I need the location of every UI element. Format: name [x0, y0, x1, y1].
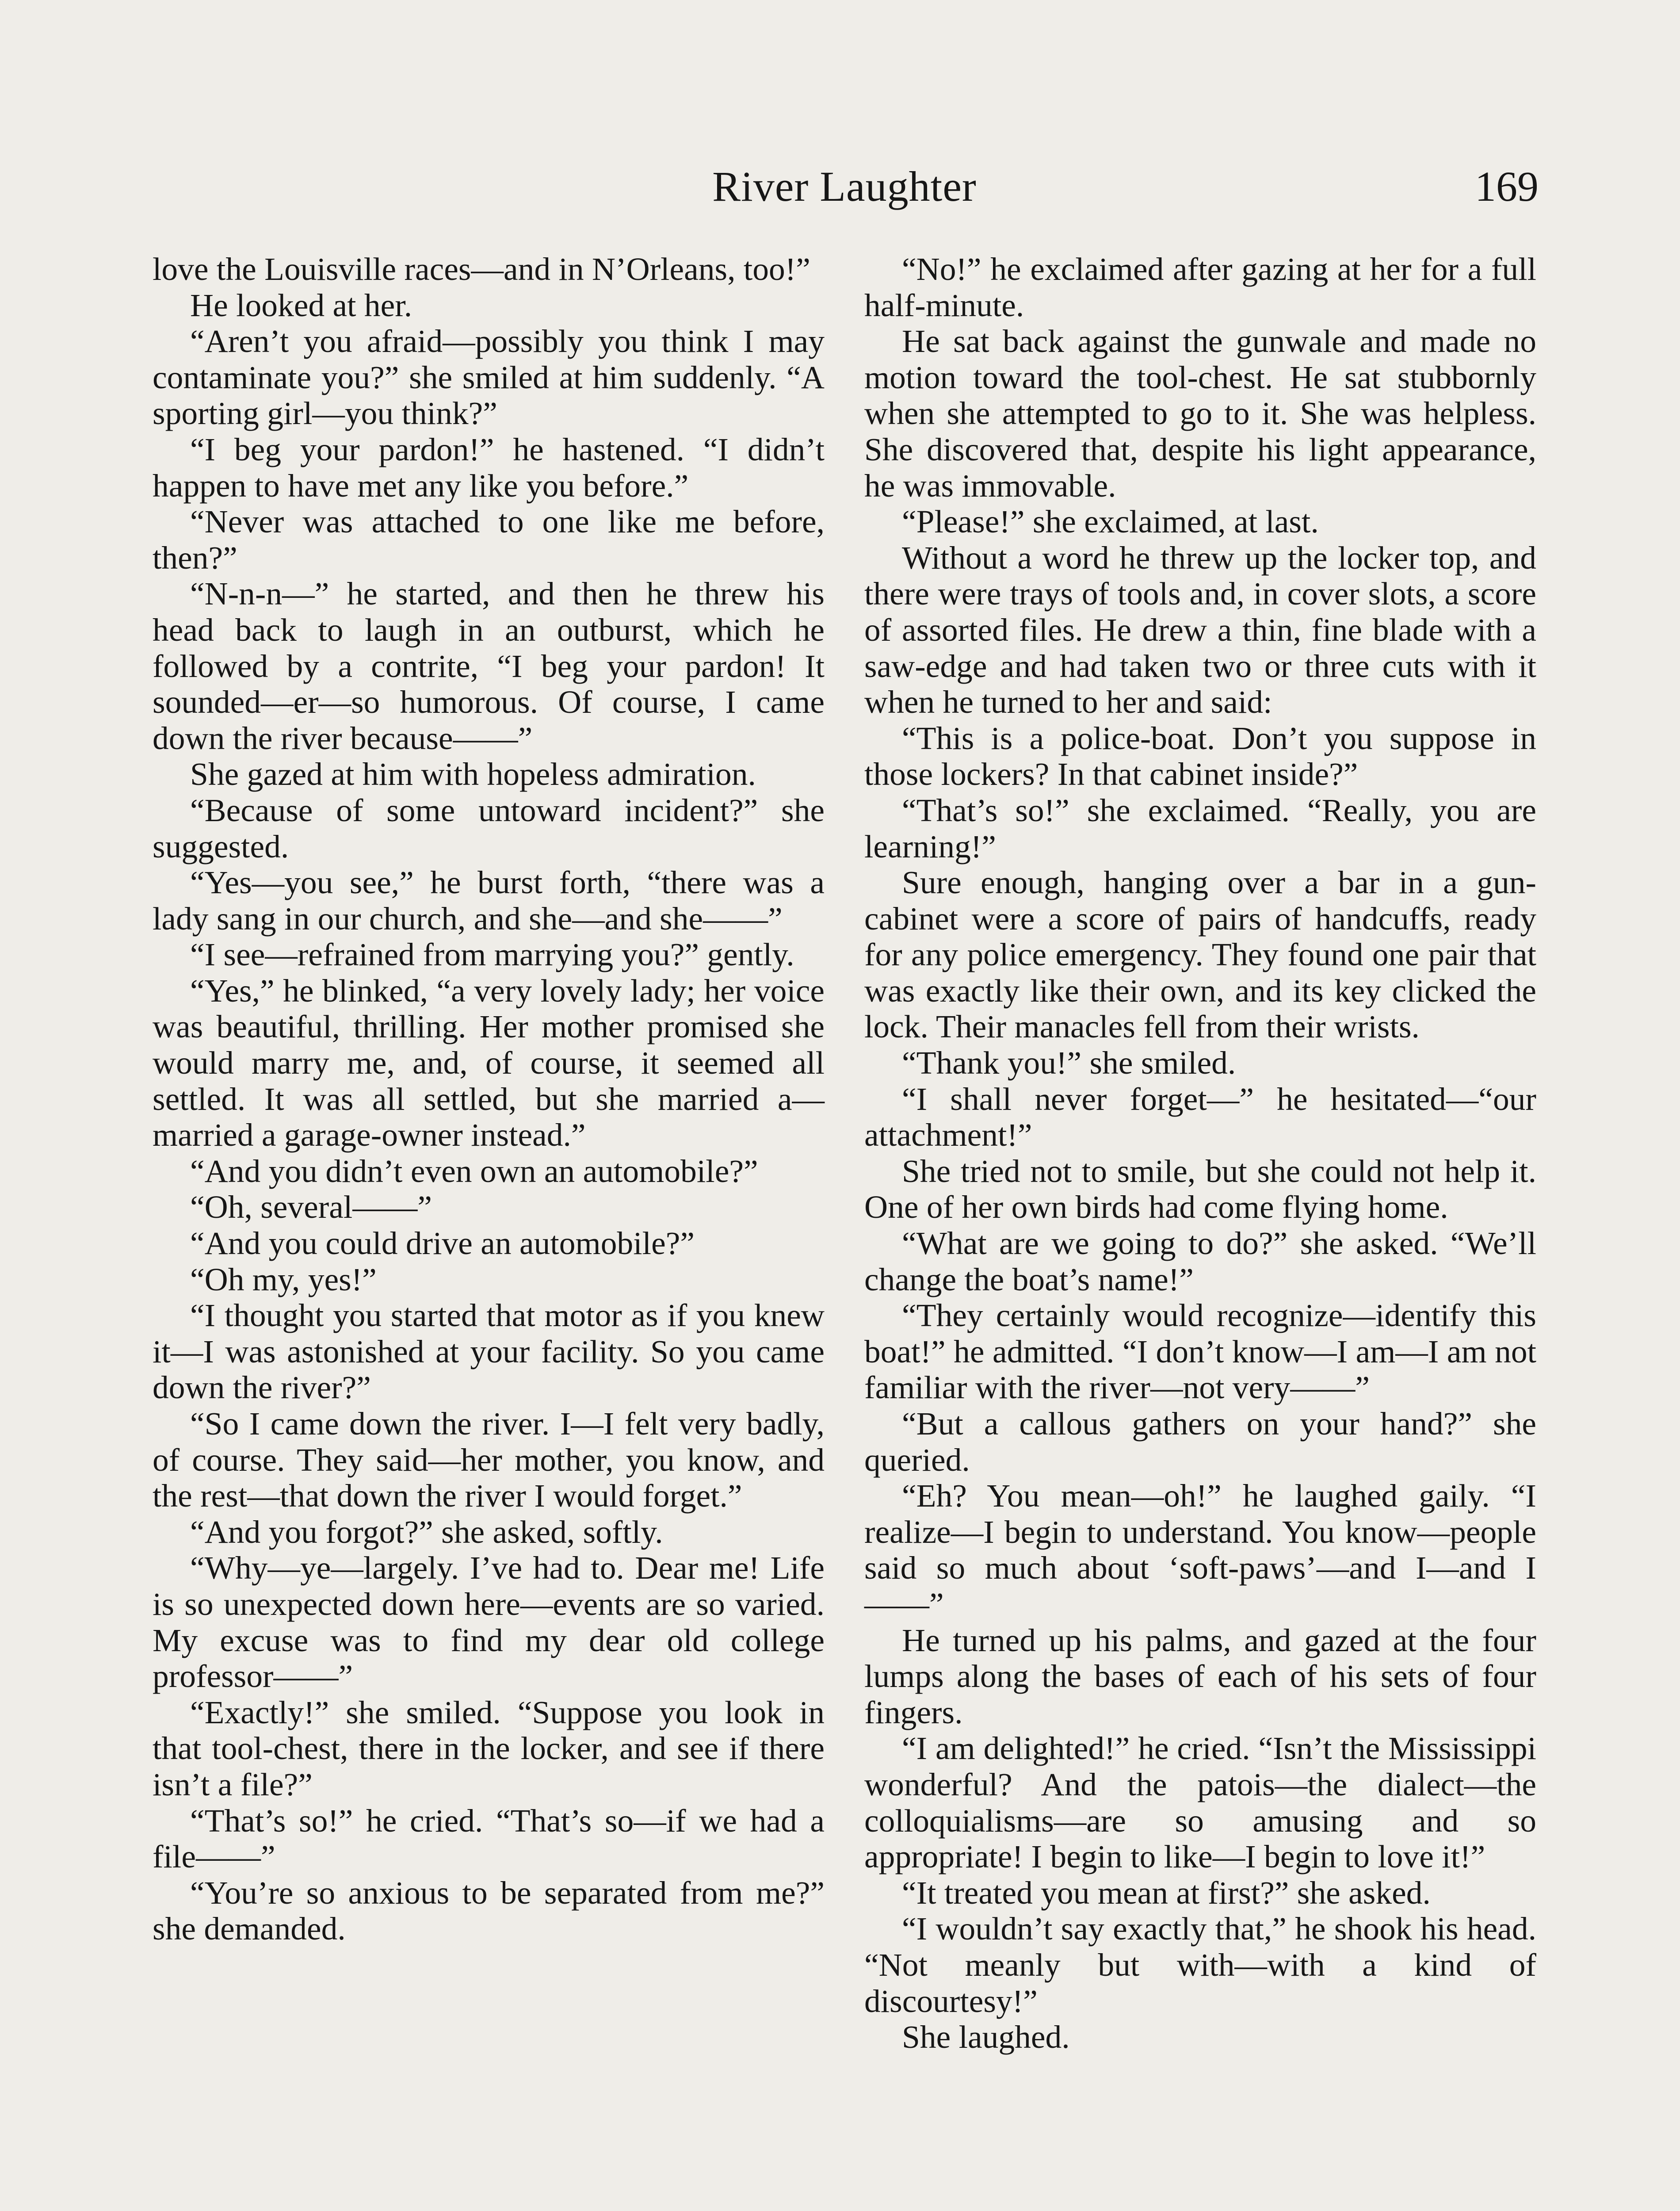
- paragraph: “I shall never forget—” he hesitated—“our attachment!”: [864, 1081, 1536, 1153]
- paragraph: “So I came down the river. I—I felt very badly, of course. They said—her mother, you know, and the rest—that down the river I would forget.”: [153, 1406, 825, 1514]
- paragraph: “Yes,” he blinked, “a very lovely lady; her voice was beautiful, thrilling. Her mother promised she would marry me, and, of course, it seemed all settled. It was all settled, but she married a—married a garage-owner instead.”: [153, 972, 825, 1153]
- paragraph: “Because of some untoward incident?” she suggested.: [153, 792, 825, 865]
- paragraph: “I thought you started that motor as if you knew it—I was astonished at your facility. So you came down the river?”: [153, 1297, 825, 1406]
- paragraph: “And you didn’t even own an automobile?”: [190, 1153, 758, 1189]
- paragraph: “And you forgot?” she asked, softly.: [190, 1514, 663, 1550]
- paragraph: “That’s so!” he cried. “That’s so—if we had a file——”: [153, 1802, 825, 1875]
- left-column: [153, 251, 825, 1947]
- paragraph: “I am delighted!” he cried. “Isn’t the Mississippi wonderful? And the patois—the dialect—the colloquialisms—are so amusing and so appropriate! I begin to like—I begin to love it!”: [864, 1730, 1536, 1875]
- paragraph: “Yes—you see,” he burst forth, “there was a lady sang in our church, and she—and she——”: [153, 865, 825, 937]
- running-title: River Laughter: [712, 163, 977, 210]
- paragraph: She tried not to smile, but she could not help it. One of her own birds had come flying home.: [864, 1153, 1536, 1225]
- paragraph: “Eh? You mean—oh!” he laughed gaily. “I realize—I begin to understand. You know—people said so much about ‘soft-paws’—and I—and I——”: [864, 1478, 1536, 1622]
- paragraph: “Please!” she exclaimed, at last.: [902, 504, 1319, 540]
- right-column: [864, 251, 1536, 2055]
- paragraph: “Exactly!” she smiled. “Suppose you look in that tool-chest, there in the locker, and see if there isn’t a file?”: [153, 1694, 825, 1802]
- paragraph: “No!” he exclaimed after gazing at her for a full half-minute.: [864, 251, 1536, 323]
- paragraph: “They certainly would recognize—identify this boat!” he admitted. “I don’t know—I am—I am not familiar with the river—not very——”: [864, 1297, 1536, 1406]
- paragraph: “Never was attached to one like me before, then?”: [153, 504, 825, 576]
- page-header: [150, 156, 1539, 218]
- paragraph: “But a callous gathers on your hand?” she queried.: [864, 1406, 1536, 1478]
- paragraph: “N-n-n—” he started, and then he threw his head back to laugh in an outburst, which he followed by a contrite, “I beg your pardon! It sounded—er—so humorous. Of course, I came down the river because——”: [153, 576, 825, 756]
- paragraph: love the Louisville races—and in N’Orleans, too!”: [153, 251, 810, 287]
- paragraph: He looked at her.: [190, 287, 412, 323]
- paragraph: He sat back against the gunwale and made no motion toward the tool-chest. He sat stubbornly when she attempted to go to it. She was helpless. She discovered that, despite his light appearance, he was immovable.: [864, 323, 1536, 504]
- paragraph: “This is a police-boat. Don’t you suppose in those lockers? In that cabinet inside?”: [864, 720, 1536, 792]
- paragraph: “Aren’t you afraid—possibly you think I may contaminate you?” she smiled at him suddenly. “A sporting girl—you think?”: [153, 323, 825, 432]
- paragraph: She laughed.: [902, 2019, 1070, 2055]
- paragraph: “It treated you mean at first?” she asked.: [902, 1874, 1431, 1911]
- paragraph: He turned up his palms, and gazed at the four lumps along the bases of each of his sets of four fingers.: [864, 1622, 1536, 1730]
- paragraph: “Why—ye—largely. I’ve had to. Dear me! Life is so unexpected down here—events are so varied. My excuse was to find my dear old college professor——”: [153, 1550, 825, 1695]
- paragraph: Without a word he threw up the locker top, and there were trays of tools and, in cover slots, a score of assorted files. He drew a thin, fine blade with a saw-edge and had taken two or three cuts with it when he turned to her and said:: [864, 539, 1536, 720]
- paragraph: “What are we going to do?” she asked. “We’ll change the boat’s name!”: [864, 1225, 1536, 1297]
- paragraph: “Thank you!” she smiled.: [902, 1045, 1236, 1081]
- paragraph: “You’re so anxious to be separated from me?” she demanded.: [153, 1874, 825, 1947]
- paragraph: “That’s so!” she exclaimed. “Really, you are learning!”: [864, 792, 1536, 865]
- paragraph: “I wouldn’t say exactly that,” he shook his head. “Not meanly but with—with a kind of discourtesy!”: [864, 1911, 1536, 2019]
- paragraph: “I see—refrained from marrying you?” gently.: [190, 937, 794, 973]
- paragraph: “And you could drive an automobile?”: [190, 1225, 695, 1262]
- paragraph: “Oh, several——”: [190, 1189, 432, 1225]
- paragraph: Sure enough, hanging over a bar in a gun-cabinet were a score of pairs of handcuffs, ready for any police emergency. They found one pair that was exactly like their own, and its key clicked the lock. Their manacles fell from their wrists.: [864, 865, 1536, 1045]
- paragraph: She gazed at him with hopeless admiration.: [190, 756, 756, 792]
- paragraph: “I beg your pardon!” he hastened. “I didn’t happen to have met any like you before.”: [153, 431, 825, 504]
- paragraph: “Oh my, yes!”: [190, 1261, 377, 1297]
- page-number: 169: [1475, 163, 1539, 210]
